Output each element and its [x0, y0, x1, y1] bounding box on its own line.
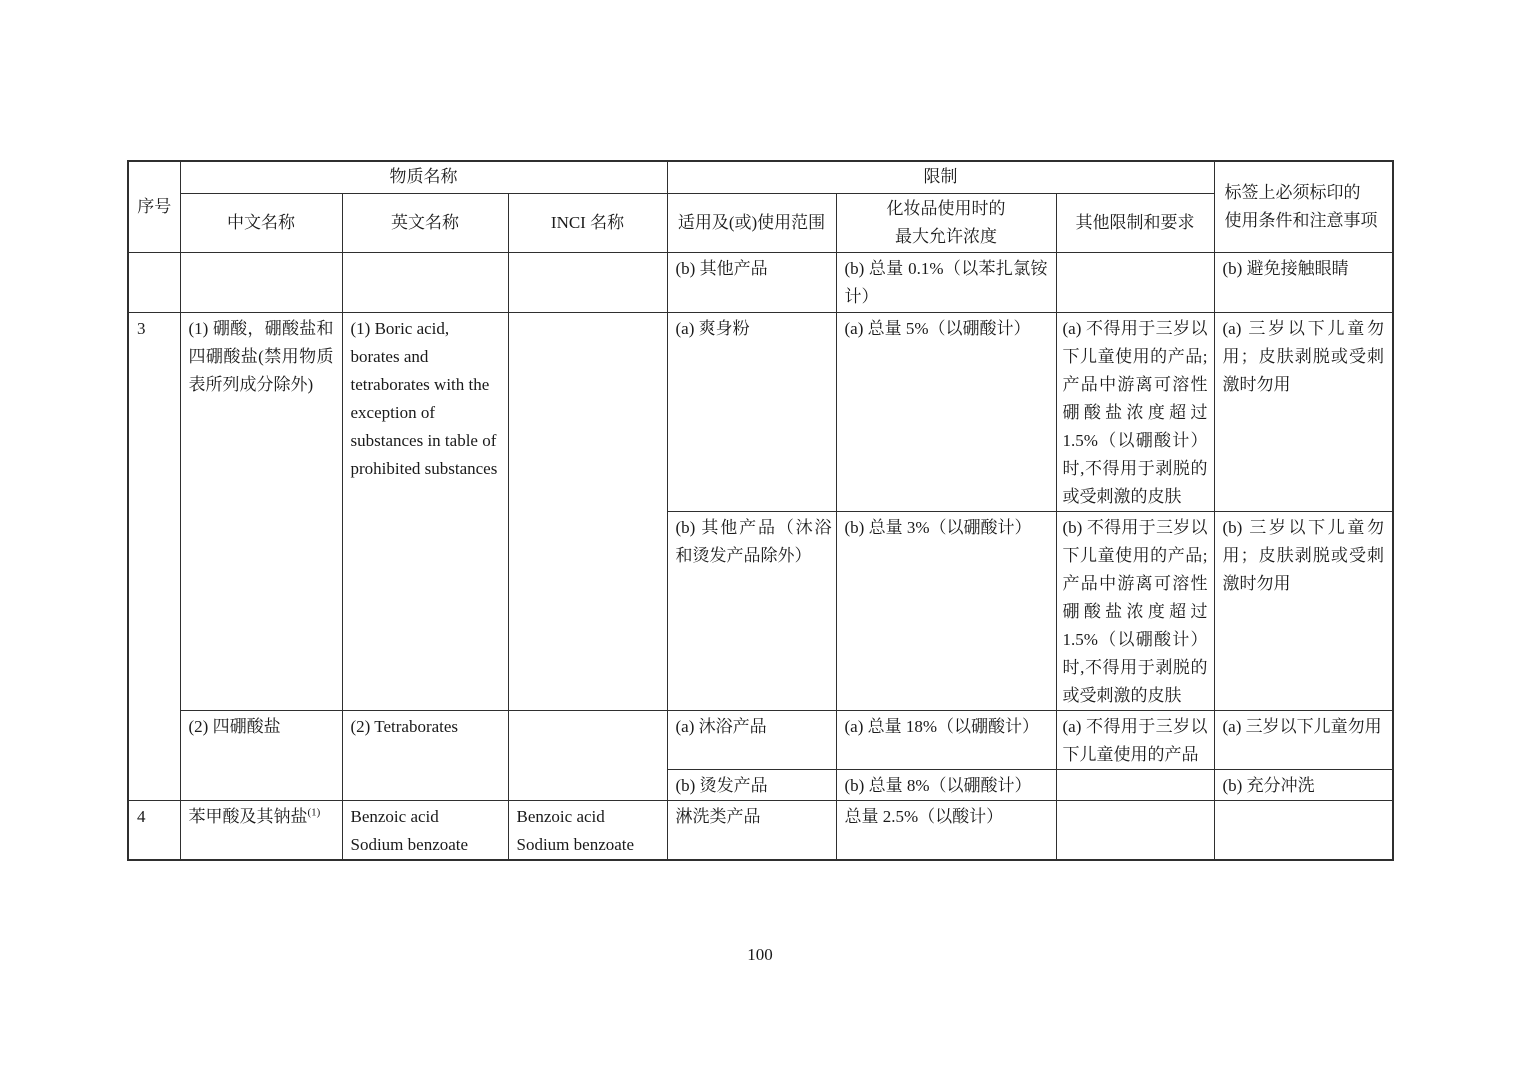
header-scope: 适用及(或)使用范围 — [667, 193, 836, 252]
cell-item3-sub2-en: (2) Tetraborates — [342, 710, 508, 800]
cell-cont-index — [128, 252, 180, 312]
header-english-name: 英文名称 — [342, 193, 508, 252]
header-label-conditions-line2: 使用条件和注意事项 — [1224, 210, 1378, 230]
cell-item3-sub1-inci — [508, 312, 667, 710]
cell-item4-max: 总量 2.5%（以酸计） — [836, 800, 1056, 860]
cell-item4-inci — [508, 800, 667, 860]
cell-item3-sub1a-label: (a) 三岁以下儿童勿用；皮肤剥脱或受刺激时勿用 — [1214, 312, 1393, 511]
cell-item3-sub1a-other: (a) 不得用于三岁以下儿童使用的产品;产品中游离可溶性硼酸盐浓度超过1.5%（以硼酸计）时,不得用于剥脱的或受刺激的皮肤 — [1056, 312, 1214, 511]
en-line: exception of — [350, 402, 435, 422]
header-other-restrictions: 其他限制和要求 — [1056, 193, 1214, 252]
restricted-substances-table — [127, 160, 1394, 861]
en-line: Sodium benzoate — [350, 834, 469, 854]
cell-item3-sub2b-scope: (b) 烫发产品 — [667, 769, 836, 800]
cell-cont-cn — [180, 252, 342, 312]
header-group-substance-name: 物质名称 — [180, 161, 667, 193]
cell-item3-sub2a-other: (a) 不得用于三岁以下儿童使用的产品 — [1056, 710, 1214, 769]
cell-cont-en — [342, 252, 508, 312]
header-row-1 — [128, 161, 1393, 193]
cell-cont-inci — [508, 252, 667, 312]
cell-cont-label: (b) 避免接触眼睛 — [1214, 252, 1393, 312]
cell-item3-sub1-en — [342, 312, 508, 710]
cell-cont-max: (b) 总量 0.1%（以苯扎氯铵计） — [836, 252, 1056, 312]
table-row-item4 — [128, 800, 1393, 860]
cell-item4-cn — [180, 800, 342, 860]
cell-item3-sub1-cn: (1) 硼酸，硼酸盐和四硼酸盐(禁用物质表所列成分除外) — [180, 312, 342, 710]
cell-item3-sub1b-label: (b) 三岁以下儿童勿用；皮肤剥脱或受刺激时勿用 — [1214, 511, 1393, 710]
cell-item4-other — [1056, 800, 1214, 860]
cell-item3-sub1b-scope: (b) 其他产品（沐浴和烫发产品除外） — [667, 511, 836, 710]
item4-footnote-marker: (1) — [307, 805, 321, 818]
cell-item3-sub2b-max: (b) 总量 8%（以硼酸计） — [836, 769, 1056, 800]
header-label-conditions — [1214, 161, 1393, 252]
en-line: (1) Boric acid, — [350, 318, 450, 338]
header-chinese-name: 中文名称 — [180, 193, 342, 252]
cell-item4-scope: 淋洗类产品 — [667, 800, 836, 860]
inci-line: Sodium benzoate — [516, 834, 635, 854]
cell-item3-sub1b-other: (b) 不得用于三岁以下儿童使用的产品;产品中游离可溶性硼酸盐浓度超过1.5%（以硼酸计）时,不得用于剥脱的或受刺激的皮肤 — [1056, 511, 1214, 710]
cell-item4-en — [342, 800, 508, 860]
header-max-concentration-line2: 最大允许浓度 — [895, 226, 998, 246]
header-group-restrictions: 限制 — [667, 161, 1214, 193]
en-line: Benzoic acid — [350, 806, 439, 826]
cell-cont-scope: (b) 其他产品 — [667, 252, 836, 312]
cell-item4-label — [1214, 800, 1393, 860]
en-line: substances in table of — [350, 430, 497, 450]
cell-cont-other — [1056, 252, 1214, 312]
cell-item3-sub1a-max: (a) 总量 5%（以硼酸计） — [836, 312, 1056, 511]
cell-item3-sub2b-label: (b) 充分冲洗 — [1214, 769, 1393, 800]
cell-item3-sub2a-max: (a) 总量 18%（以硼酸计） — [836, 710, 1056, 769]
cell-item3-sub2a-scope: (a) 沐浴产品 — [667, 710, 836, 769]
header-label-conditions-line1: 标签上必须标印的 — [1224, 182, 1361, 202]
header-inci-name: INCI 名称 — [508, 193, 667, 252]
header-max-concentration — [836, 193, 1056, 252]
header-max-concentration-line1: 化妆品使用时的 — [886, 198, 1006, 218]
cell-item3-sub2-inci — [508, 710, 667, 800]
cell-item3-sub2-cn: (2) 四硼酸盐 — [180, 710, 342, 800]
cell-item3-sub1b-max: (b) 总量 3%（以硼酸计） — [836, 511, 1056, 710]
table-row-continuation — [128, 252, 1393, 312]
cell-item4-index: 4 — [128, 800, 180, 860]
header-index: 序号 — [128, 161, 180, 252]
cell-item3-sub2b-other — [1056, 769, 1214, 800]
cell-item3-index: 3 — [128, 312, 180, 800]
table-row-item3-sub1a — [128, 312, 1393, 511]
cell-item3-sub2a-label: (a) 三岁以下儿童勿用 — [1214, 710, 1393, 769]
table-row-item3-sub2a — [128, 710, 1393, 769]
inci-line: Benzoic acid — [516, 806, 605, 826]
page-number: 100 — [747, 945, 773, 964]
header-row-2 — [128, 193, 1393, 252]
cell-item3-sub1a-scope: (a) 爽身粉 — [667, 312, 836, 511]
item4-cn-name: 苯甲酸及其钠盐 — [188, 806, 308, 826]
en-line: tetraborates with the — [350, 374, 490, 394]
en-line: borates and — [350, 346, 429, 366]
en-line: prohibited substances — [350, 458, 498, 478]
